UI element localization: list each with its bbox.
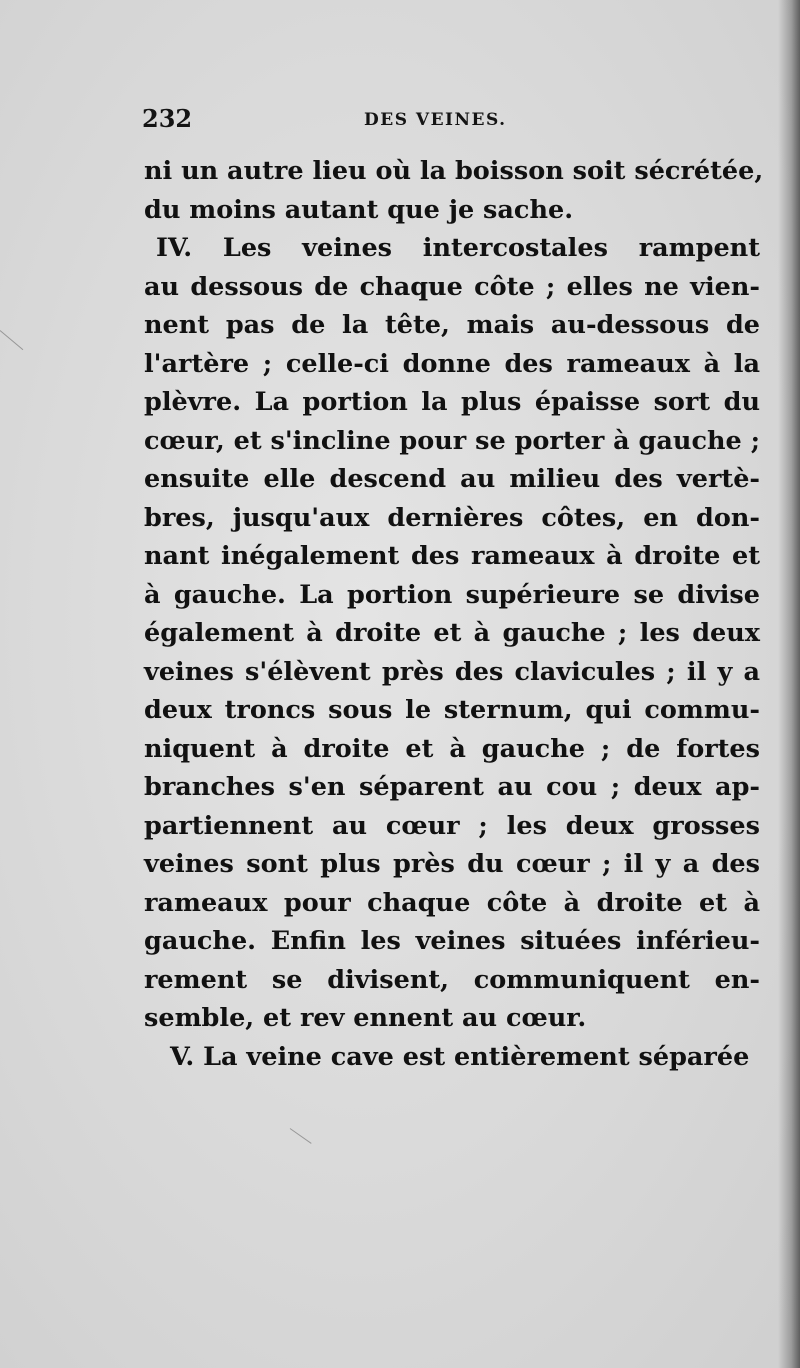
text-line: V. La veine cave est entièrement séparée bbox=[170, 1041, 750, 1072]
text-line: bres, jusqu'aux dernières côtes, en don- bbox=[144, 502, 760, 533]
text-line: veines s'élèvent près des clavicules ; il y a bbox=[144, 656, 760, 687]
text-line: IV. Les veines intercostales rampent bbox=[156, 233, 760, 263]
text-line: branches s'en séparent au cou ; deux ap- bbox=[144, 772, 760, 802]
text-line: également à droite et à gauche ; les deux bbox=[144, 618, 760, 648]
text-line: gauche. Enfin les veines situées inférieu- bbox=[144, 926, 760, 956]
text-line: semble, et rev ennent au cœur. bbox=[144, 1003, 587, 1033]
text-line: à gauche. La portion supérieure se divise bbox=[144, 579, 760, 610]
running-head bbox=[142, 104, 662, 140]
body-text bbox=[144, 152, 764, 1076]
text-line: au dessous de chaque côte ; elles ne vien- bbox=[144, 271, 760, 302]
text-line: du moins autant que je sache. bbox=[144, 194, 574, 225]
text-line: deux troncs sous le sternum, qui commu- bbox=[144, 695, 760, 725]
text-line: nent pas de la tête, mais au-dessous de bbox=[144, 310, 760, 340]
text-line: plèvre. La portion la plus épaisse sort du bbox=[144, 387, 760, 417]
text-line: ensuite elle descend au milieu des vertè- bbox=[144, 464, 760, 494]
text-line: l'artère ; celle-ci donne des rameaux à la bbox=[144, 348, 760, 379]
page-number: 232 bbox=[142, 104, 193, 133]
text-line: ni un autre lieu où la boisson soit sécrétée, bbox=[144, 156, 764, 186]
text-line: veines sont plus près du cœur ; il y a des bbox=[144, 849, 760, 879]
scan-mark bbox=[290, 1128, 312, 1144]
scan-mark bbox=[0, 330, 23, 350]
text-line: nant inégalement des rameaux à droite et bbox=[144, 541, 760, 571]
running-title: DES VEINES. bbox=[364, 110, 507, 130]
text-line: niquent à droite et à gauche ; de fortes bbox=[144, 733, 760, 764]
text-line: rameaux pour chaque côte à droite et à bbox=[144, 887, 760, 918]
text-line: rement se divisent, communiquent en- bbox=[144, 964, 760, 995]
text-line: partiennent au cœur ; les deux grosses bbox=[144, 810, 760, 841]
text-line: cœur, et s'incline pour se porter à gauche ; bbox=[144, 425, 761, 456]
